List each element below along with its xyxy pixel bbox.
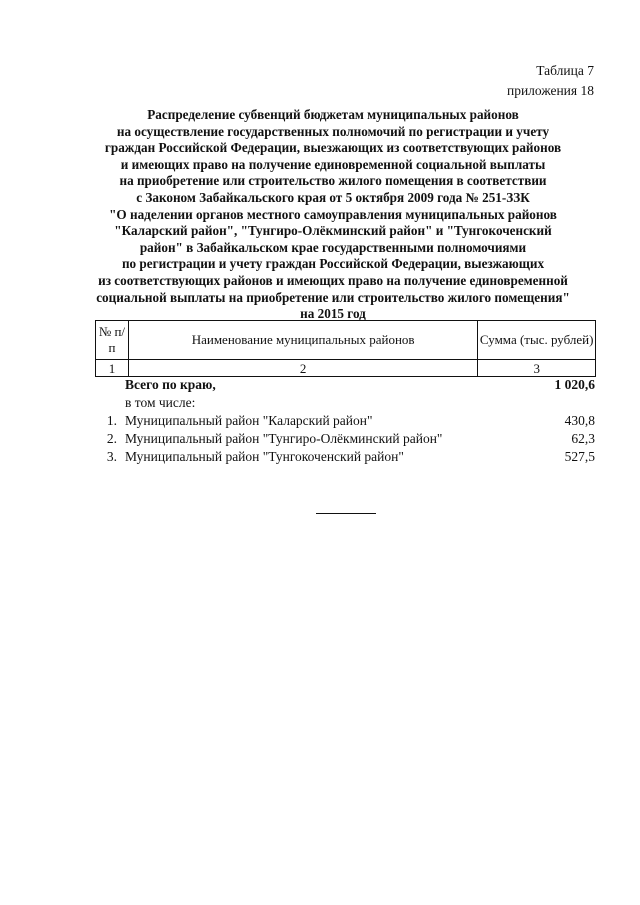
row-sum: 430,8 (564, 413, 595, 428)
title-line: на 2015 год (300, 306, 366, 322)
total-row (95, 376, 595, 394)
district-name: Муниципальный район "Тунгокоченский район" (125, 449, 404, 464)
including-label: в том числе: (125, 395, 196, 410)
title-line: из соответствующих районов и имеющих право на получение единовременной (98, 272, 568, 288)
table-row (95, 430, 595, 448)
district-name: Муниципальный район "Тунгиро-Олёкминский район" (125, 431, 443, 446)
title-line: на осуществление государственных полномочий по регистрации и учету (116, 123, 550, 139)
title-line: "Каларский район", "Тунгиро-Олёкминский район" и "Тунгокоченский (114, 223, 552, 239)
column-number: 1 (96, 360, 129, 377)
title-line: на приобретение или строительство жилого помещения в соответствии (119, 173, 547, 189)
column-header-name: Наименование муниципальных районов (128, 321, 478, 360)
table-body (95, 376, 595, 466)
table-label: Таблица 7 (536, 63, 594, 78)
title-line: "О наделении органов местного самоуправления муниципальных районов (109, 206, 557, 222)
row-number: 3. (106, 449, 117, 464)
table-header-row (96, 321, 596, 360)
distribution-table-header (95, 320, 596, 377)
column-number: 2 (128, 360, 478, 377)
including-row (95, 394, 595, 412)
title-line: с Законом Забайкальского края от 5 октября 2009 года № 251-ЗЗК (136, 189, 530, 205)
column-number: 3 (478, 360, 596, 377)
total-label: Всего по краю, (125, 377, 216, 392)
row-number: 2. (106, 431, 117, 446)
end-separator-line (316, 513, 376, 514)
title-line: и имеющих право на получение единовременной социальной выплаты (120, 156, 546, 172)
column-header-sum: Сумма (тыс. рублей) (478, 321, 596, 360)
total-value: 1 020,6 (554, 377, 595, 392)
appendix-label: приложения 18 (506, 83, 594, 98)
row-sum: 527,5 (564, 449, 595, 464)
title-line: социальной выплаты на приобретение или строительство жилого помещения" (96, 289, 570, 305)
title-line: граждан Российской Федерации, выезжающих из соответствующих районов (104, 140, 562, 156)
district-name: Муниципальный район "Каларский район" (125, 413, 373, 428)
column-numbers-row (96, 360, 596, 377)
row-sum: 62,3 (571, 431, 595, 446)
table-row (95, 412, 595, 430)
title-line: по регистрации и учету граждан Российской Федерации, выезжающих (121, 256, 545, 272)
title-line: Распределение субвенций бюджетам муниципальных районов (147, 107, 519, 122)
row-number: 1. (106, 413, 117, 428)
title-line: район" в Забайкальском крае государственными полномочиями (139, 239, 527, 255)
document-title (78, 107, 588, 323)
table-reference (507, 61, 594, 101)
table-row (95, 448, 595, 466)
column-header-number: № п/п (96, 321, 129, 360)
